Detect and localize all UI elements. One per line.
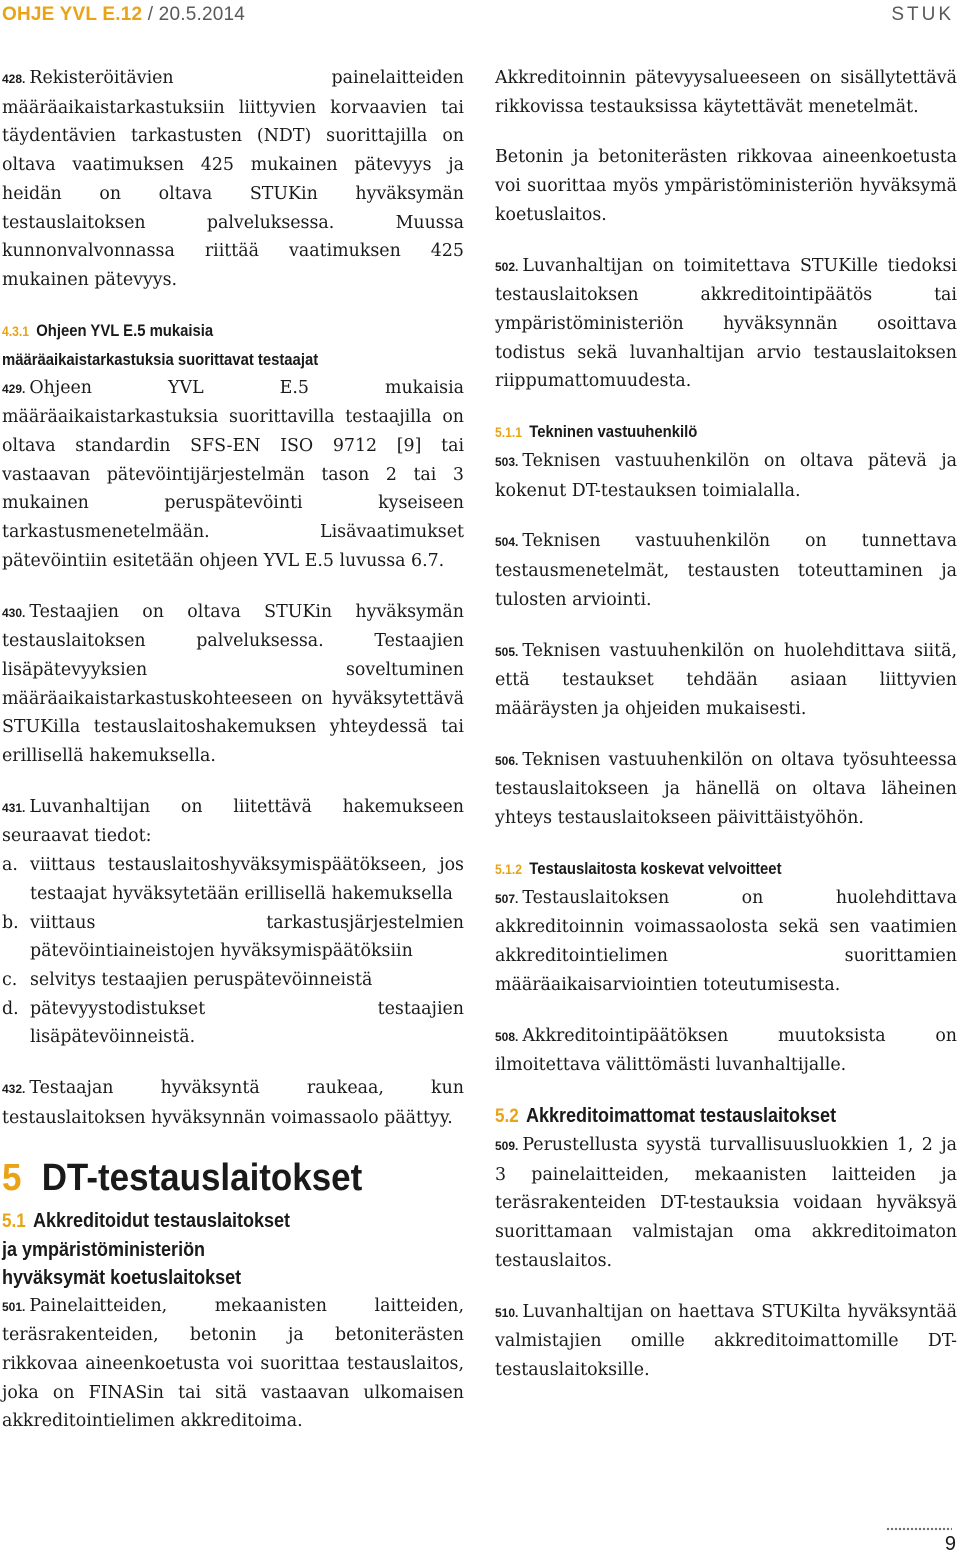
page-header [0, 0, 960, 30]
list-item-label: c. [2, 969, 18, 990]
left-column [2, 64, 464, 1436]
section-number: 5.1 [2, 1210, 26, 1232]
paragraph-432 [2, 1074, 464, 1132]
chapter-number: 5 [2, 1156, 22, 1199]
paragraph-text: Teknisen vastuuhenkilön on huolehdittava siitä, että testaukset tehdään asiaan liittyvien määräysten ja ohjeiden mukaisesti. [495, 640, 957, 719]
list-item [2, 909, 464, 966]
paragraph-501 [2, 1292, 464, 1437]
paragraph-428 [2, 64, 464, 295]
list-item-label: d. [2, 998, 19, 1019]
document-id [2, 4, 245, 26]
paragraph-number: 428. [2, 72, 26, 86]
list-item [2, 995, 464, 1052]
list-item-label: b. [2, 912, 19, 933]
section-title-line-3: hyväksymät koetuslaitokset [2, 1266, 242, 1289]
list-item [2, 966, 464, 995]
section-number: 5.2 [495, 1105, 519, 1127]
paragraph-509 [495, 1131, 957, 1276]
paragraph-text: Teknisen vastuuhenkilön on oltava pätevä ja kokenut DT-testauksen toimialalla. [495, 451, 957, 501]
paragraph-number: 430. [2, 605, 26, 620]
page-number: 9 [944, 1533, 956, 1555]
paragraph-number: 502. [495, 259, 519, 274]
paragraph-text: Testauslaitoksen on huolehdittava akkreditoinnin voimassaolosta sekä sen vaatimien akkreditointielimen suorittamien määräaikaisarviointien toteutumisesta. [495, 887, 957, 995]
paragraph-429 [2, 374, 464, 576]
paragraph-number: 510. [495, 1305, 519, 1320]
paragraph-text: Testaajien on oltava STUKin hyväksymän testauslaitoksen palveluksessa. Testaajien lisäpätevyyksien soveltuminen määräaikaistarkastuskohteeseen on hyväksytettävä STUKilla testauslaitoshakemuksen yhteydessä tai erillisellä hakemuksella. [2, 601, 464, 767]
organization-name: STUK [891, 4, 954, 25]
section-title-line-1: Akkreditoidut testauslaitokset [32, 1209, 291, 1232]
paragraph-number: 508. [495, 1029, 519, 1044]
section-title: Tekninen vastuuhenkilö [529, 423, 698, 442]
document-date: / 20.5.2014 [142, 4, 246, 25]
paragraph-text: Ohjeen YVL E.5 mukaisia määräaikaistarkastuksia suorittavilla testaajilla on oltava standardin SFS-EN ISO 9712 [9] tai vastaavan pätevöintijärjestelmän tason 2 tai 3 mukainen peruspätevöinti kyseiseen tarkastusmenetelmään. Lisävaatimukset pätevöintiin esitetään ohjeen YVL E.5 luvussa 6.7. [2, 377, 464, 571]
paragraph-number: 509. [495, 1138, 519, 1153]
paragraph-text: Perustellusta syystä turvallisuusluokkien 1, 2 ja 3 painelaitteiden, mekaanisten laitteiden ja teräsrakenteiden DT-testauksia voidaan hyväksyä suorittamaan valmistajan oma akkreditoimaton testauslaitos. [495, 1134, 957, 1271]
section-title: Testauslaitosta koskevat velvoitteet [529, 859, 782, 878]
paragraph-430 [2, 598, 464, 771]
requirements-list [2, 851, 464, 1052]
paragraph-text: Luvanhaltijan on liitettävä hakemukseen seuraavat tiedot: [2, 796, 464, 847]
paragraph-number: 432. [2, 1082, 26, 1097]
paragraph-503 [495, 447, 957, 505]
paragraph-502 [495, 252, 957, 397]
section-number: 5.1.2 [495, 861, 523, 877]
paragraph-number: 503. [495, 455, 519, 470]
paragraph-505 [495, 637, 957, 724]
paragraph-508 [495, 1022, 957, 1080]
paragraph-text: Testaajan hyväksyntä raukeaa, kun testauslaitoksen hyväksynnän voimassaolo päättyy. [2, 1078, 464, 1128]
paragraph-number: 431. [2, 800, 26, 815]
paragraph-number: 504. [495, 535, 519, 550]
paragraph-504 [495, 527, 957, 614]
list-item-text: viittaus tarkastusjärjestelmien pätevöintiaineistojen hyväksymispäätöksiin [30, 912, 464, 962]
paragraph-text: Luvanhaltijan on toimitettava STUKille tiedoksi testauslaitoksen akkreditointipäätös tai ympäristöministeriön hyväksynnän osoittava todistus sekä luvanhaltijan arvio testauslaitoksen riippumattomuudesta. [495, 255, 957, 392]
paragraph-number: 506. [495, 753, 519, 768]
paragraph-text: Akkreditointipäätöksen muutoksista on ilmoitettava välittömästi luvanhaltijalle. [495, 1025, 957, 1076]
list-item-label: a. [2, 855, 18, 876]
paragraph-number: 505. [495, 644, 519, 659]
chapter-title: DT-testauslaitokset [41, 1156, 363, 1199]
section-title-line-2: ja ympäristöministeriön [2, 1238, 206, 1261]
section-heading-5-1-1 [495, 418, 911, 447]
paragraph-number: 429. [2, 381, 26, 396]
section-number: 4.3.1 [2, 323, 30, 339]
section-title: Akkreditoimattomat testauslaitokset [525, 1104, 837, 1127]
section-number: 5.1.1 [495, 425, 523, 441]
section-title-line-2: määräaikaistarkastuksia suorittavat testaajat [2, 350, 319, 369]
paragraph-number: 501. [2, 1299, 26, 1314]
paragraph-501-continued: Akkreditoinnin pätevyysalueeseen on sisällytettävä rikkovissa testauksissa käytettävät menetelmät. [495, 68, 957, 117]
section-heading-5-1-2 [495, 855, 911, 884]
paragraph-number: 507. [495, 891, 519, 906]
paragraph-text: Rekisteröitävien painelaitteiden määräaikaistarkastuksiin liittyvien korvaavien tai täydentävien tarkastusten (NDT) suorittajilla on oltava vaatimuksen 425 mukainen pätevyys ja heidän on oltava STUKin hyväksymän testauslaitoksen palveluksessa. Muussa kunnonvalvonnassa riittää vaatimuksen 425 mukainen pätevyys. [2, 68, 464, 290]
section-heading-5-1 [2, 1207, 464, 1292]
paragraph-text: Painelaitteiden, mekaanisten laitteiden, teräsrakenteiden, betonin ja betoniterästen rikkovaa aineenkoetusta voi suorittaa testauslaitos, joka on FINASin tai sitä vastaavan ulkomaisen akkreditointielimen akkreditoima. [2, 1295, 464, 1432]
paragraph-506 [495, 746, 957, 833]
paragraph-text: Teknisen vastuuhenkilön on oltava työsuhteessa testauslaitokseen ja hänellä on oltava läheinen yhteys testauslaitokseen päivittäistyöhön. [495, 749, 957, 829]
section-heading-4-3-1 [2, 317, 464, 374]
page-number-rule [886, 1527, 952, 1531]
paragraph-text: Teknisen vastuuhenkilön on tunnettava testausmenetelmät, testausten toteuttaminen ja tulosten arviointi. [495, 531, 957, 610]
list-item-text: pätevyystodistukset testaajien lisäpätevöinneistä. [30, 998, 464, 1048]
right-column [495, 64, 957, 1385]
list-item [2, 851, 464, 908]
list-item-text: viittaus testauslaitoshyväksymispäätökseen, jos testaajat hyväksytetään erillisellä hakemuksella [30, 855, 464, 904]
section-title-line-1: Ohjeen YVL E.5 mukaisia [36, 321, 214, 340]
chapter-heading-5 [2, 1155, 427, 1201]
paragraph-431 [2, 793, 464, 1052]
paragraph-501-continued-2: Betonin ja betoniterästen rikkovaa aineenkoetusta voi suorittaa myös ympäristöministeriön hyväksymä koetuslaitos. [495, 147, 957, 225]
paragraph-507 [495, 884, 957, 1000]
paragraph-text: Luvanhaltijan on haettava STUKilta hyväksyntää valmistajien omille akkreditoimattomille DT-testauslaitoksille. [495, 1301, 957, 1380]
list-item-text: selvitys testaajien peruspätevöinneistä [30, 969, 373, 990]
document-code: OHJE YVL E.12 [2, 4, 143, 25]
paragraph-510 [495, 1298, 957, 1385]
section-heading-5-2 [495, 1102, 911, 1131]
